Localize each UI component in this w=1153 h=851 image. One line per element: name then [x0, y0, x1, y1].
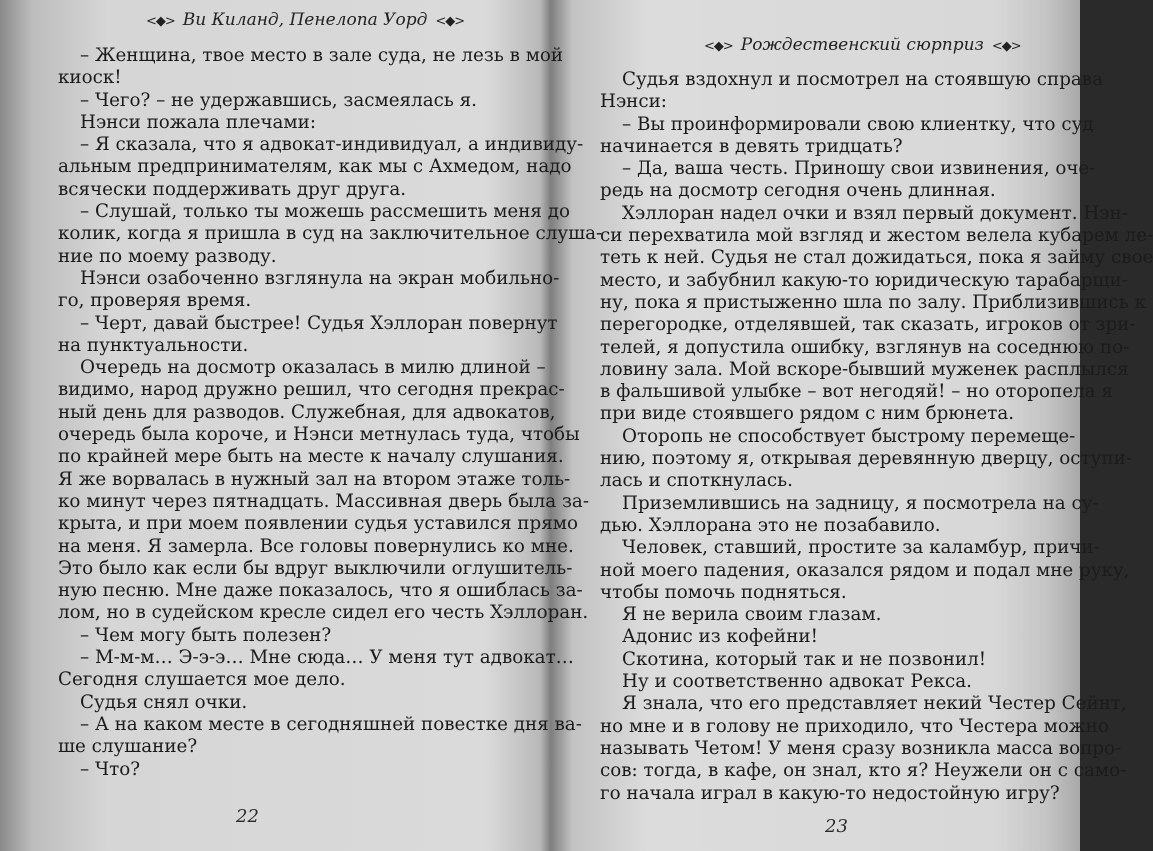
- text-line: си перехватила мой взгляд и жестом велела кубарем ле-: [600, 225, 1153, 247]
- running-head-text: Рождественский сюрприз: [740, 35, 984, 55]
- text-line: очередь была короче, и Нэнси метнулась туда, чтобы: [58, 424, 580, 446]
- text-line: ную песню. Мне даже показалось, что я ошиблась за-: [58, 580, 583, 602]
- running-head-title: [696, 35, 1029, 55]
- text-line: Адонис из кофейни!: [622, 626, 818, 648]
- text-line: Нэнси:: [600, 91, 667, 113]
- text-line: ну, пока я пристыженно шла по залу. Приблизившись к: [600, 291, 1146, 313]
- text-line: Оторопь не способствует быстрому перемеще-: [622, 425, 1076, 447]
- text-line: по крайней мере быть на месте к началу слушания.: [58, 446, 564, 468]
- text-line: называть Четом! У меня сразу возникла масса вопро-: [600, 737, 1122, 759]
- text-line: ловину зала. Мой вскоре-бывший муженек расплылся: [600, 358, 1129, 380]
- text-line: го начала играл в какую-то недостойную игру?: [600, 782, 1060, 804]
- text-line: – Чем могу быть полезен?: [80, 624, 332, 646]
- text-line: лом, но в судейском кресле сидел его честь Хэллоран.: [58, 602, 589, 624]
- left-page-text: [58, 45, 603, 781]
- text-line: на пунктуальности.: [58, 334, 249, 356]
- right-page: [542, 0, 1153, 851]
- ornament-right-icon: <◆>: [991, 39, 1021, 54]
- text-line: на меня. Я замерла. Все головы повернулись ко мне.: [58, 535, 574, 557]
- text-line: Это было как если бы вдруг выключили оглушитель-: [58, 557, 573, 579]
- text-line: Приземлившись на задницу, я посмотрела на су-: [622, 492, 1099, 514]
- text-line: место, и забубнил какую-то юридическую тарабарщи-: [600, 269, 1128, 291]
- ornament-left-icon: <◆>: [704, 39, 733, 54]
- text-line: но мне и в голову не приходило, что Честера можно: [600, 715, 1109, 737]
- text-line: Судья снял очки.: [80, 691, 248, 713]
- text-line: – А на каком месте в сегодняшней повестке дня ва-: [80, 713, 582, 735]
- text-line: – Женщина, твое место в зале суда, не лезь в мой: [80, 45, 564, 66]
- text-line: го, проверяя время.: [58, 290, 252, 312]
- text-line: альным предпринимателям, как мы с Ахмедом, надо: [58, 156, 572, 178]
- text-line: – Я сказала, что я адвокат-индивидуал, а индивиду-: [80, 134, 584, 156]
- text-line: теть к ней. Судья не стал дожидаться, пока я займу свое: [600, 247, 1153, 269]
- text-line: нию, поэтому я, открывая деревянную дверцу, оступи-: [600, 448, 1132, 470]
- text-line: киоск!: [58, 67, 122, 89]
- text-line: Очередь на досмотр оказалась в милю длиной –: [80, 357, 546, 379]
- page-number-right: 23: [825, 816, 848, 837]
- text-line: сов: тогда, в кафе, он знал, кто я? Неужели он с само-: [600, 760, 1127, 782]
- text-line: ше слушание?: [58, 736, 198, 758]
- page-number-left: 22: [236, 806, 259, 827]
- text-line: Скотина, который так и не позвонил!: [622, 648, 987, 670]
- text-line: дью. Хэллорана это не позабавило.: [600, 514, 941, 536]
- text-line: Я знала, что его представляет некий Честер Сейнт,: [622, 693, 1127, 715]
- text-line: Нэнси пожала плечами:: [80, 111, 316, 133]
- text-line: телей, я допустила ошибку, взглянув на соседнюю по-: [600, 336, 1130, 358]
- text-line: перегородке, отделявшей, так сказать, игроков от зри-: [600, 314, 1136, 336]
- text-line: Сегодня слушается мое дело.: [58, 669, 346, 691]
- text-line: – Чего? – не удержавшись, засмеялась я.: [80, 89, 477, 111]
- text-line: видимо, народ дружно решил, что сегодня прекрас-: [58, 379, 565, 401]
- text-line: в фальшивой улыбке – вот негодяй! – но оторопела я: [600, 381, 1113, 403]
- text-line: ной моего падения, оказался рядом и подал мне руку,: [600, 559, 1130, 581]
- text-line: Ну и соответственно адвокат Рекса.: [622, 671, 972, 693]
- text-line: колик, когда я пришла в суд на заключительное слуша-: [58, 223, 603, 245]
- text-line: ние по моему разводу.: [58, 245, 277, 267]
- ornament-left-icon: <◆>: [146, 14, 175, 29]
- text-line: крыта, и при моем появлении судья уставился прямо: [58, 513, 578, 535]
- text-line: Я же ворвалась в нужный зал на втором этаже толь-: [58, 468, 571, 490]
- text-line: – Что?: [80, 758, 141, 780]
- text-line: – М-м-м… Э-э-э… Мне сюда… У меня тут адвокат…: [80, 647, 574, 669]
- text-line: редь на досмотр сегодня очень длинная.: [600, 180, 996, 202]
- text-line: всячески поддерживать друг друга.: [58, 178, 407, 200]
- ornament-right-icon: <◆>: [435, 14, 465, 29]
- text-line: при виде стоявшего рядом с ним брюнета.: [600, 403, 1015, 425]
- text-line: – Вы проинформировали свою клиентку, что суд: [622, 113, 1094, 135]
- text-line: ко минут через пятнадцать. Массивная дверь была за-: [58, 490, 589, 512]
- right-page-text: [600, 69, 1153, 805]
- text-line: чтобы помочь подняться.: [600, 581, 847, 603]
- text-line: Я не верила своим глазам.: [622, 604, 882, 626]
- text-line: лась и споткнулась.: [600, 470, 793, 492]
- text-line: – Черт, давай быстрее! Судья Хэллоран повернут: [80, 312, 558, 334]
- text-line: Судья вздохнул и посмотрел на стоявшую справа: [622, 69, 1103, 90]
- text-line: Нэнси озабоченно взглянула на экран мобильно-: [80, 267, 560, 289]
- text-line: – Да, ваша честь. Приношу свои извинения, оче-: [622, 158, 1096, 180]
- text-line: Человек, ставший, простите за каламбур, причи-: [622, 537, 1100, 559]
- text-line: Хэллоран надел очки и взял первый документ. Нэн-: [622, 202, 1128, 224]
- running-head-authors: [138, 10, 472, 30]
- text-line: – Слушай, только ты можешь рассмешить меня до: [80, 201, 571, 223]
- text-line: начинается в девять тридцать?: [600, 135, 903, 157]
- running-head-text: Ви Киланд, Пенелопа Уорд: [182, 10, 428, 30]
- text-line: ный день для разводов. Служебная, для адвокатов,: [58, 401, 556, 423]
